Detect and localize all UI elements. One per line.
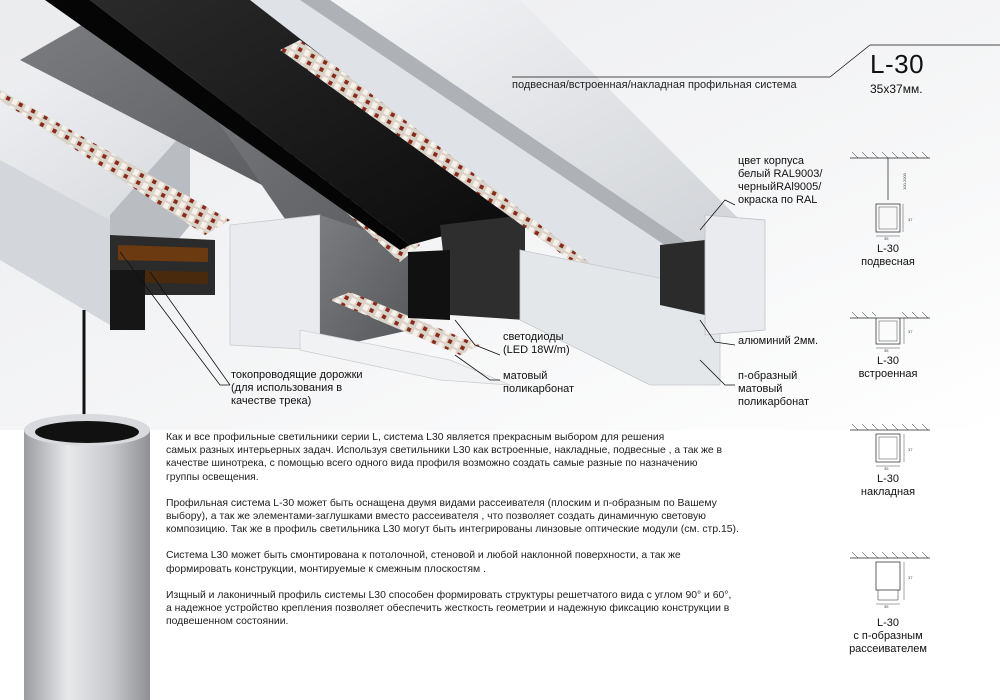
height-label: 37	[908, 447, 913, 452]
callout-tracks: токопроводящие дорожки (для использования в качестве трека)	[231, 369, 363, 407]
callout-body-color: цвет корпуса белый RAL9003/ черныйRAl9005/ окраска по RAL	[738, 155, 823, 206]
system-subtitle: подвесная/встроенная/накладная профильная система	[512, 79, 797, 91]
description-text	[166, 431, 826, 641]
callout-u-polycarbonate: п-образный матовый поликарбонат	[738, 370, 810, 408]
callout-matte-polycarbonate: матовый поликарбонат	[503, 370, 575, 395]
schematic-surface	[850, 424, 930, 466]
schematic-u-diffuser	[850, 552, 930, 604]
callout-aluminium: алюминий 2мм.	[738, 335, 819, 347]
width-label: 35	[884, 236, 889, 241]
height-label: 37	[908, 329, 913, 334]
width-label: 35	[884, 348, 889, 353]
model-name: L-30	[870, 49, 925, 79]
width-label: 35	[884, 604, 889, 609]
schematic-label-recessed: L-30 встроенная	[858, 355, 918, 380]
schematic-label-suspended: L-30 подвесная	[861, 243, 915, 268]
schematic-label-u-diffuser: L-30 с п-образным рассеивателем	[849, 617, 927, 655]
callout-leds: светодиоды (LED 18W/m)	[503, 331, 570, 356]
paragraph-2: Профильная система L-30 может быть оснащена двумя видами рассеивателя (плоским и п-образным по Вашему выбору), а так же элементами-заглушками вместо рассеивателя , что позволяет создать динамичную световую композицию. Так же в профиль светильника L30 могут быть интегрированы линзовые оптические модули (см. стр.15).	[166, 497, 739, 536]
paragraph-3: Система L30 может быть смонтирована к потолочной, стеновой и любой наклонной поверхности, а так же формировать конструкции, монтируемые к смежным плоскостям .	[166, 550, 681, 575]
height-label: 37	[908, 217, 913, 222]
width-label: 35	[884, 466, 889, 471]
cable-length-label: 100-2000	[902, 173, 907, 190]
schematic-label-surface: L-30 накладная	[860, 473, 916, 498]
model-dimensions: 35x37мм.	[870, 82, 923, 96]
paragraph-1: Как и все профильные светильники серии L, система L30 является прекрасным выбором для решения самых разных интерьерных задач. Используя светильники L30 как встроенные, накладные, подвесные , а так же в качестве шинотрека, с помощью всего одного вида профиля возможно создать самые разные по назначению группы освещения.	[166, 432, 723, 483]
paragraph-4: Изщный и лаконичный профиль системы L30 способен формировать структуры решетчатого вида с углом 90° и 60°, а надежное устройство крепления позволяет обеспечить жесткость геометрии и надежную фиксацию конструкции в подвешенном состоянии.	[166, 589, 732, 628]
model-header	[830, 45, 1000, 105]
height-label: 37	[908, 575, 913, 580]
